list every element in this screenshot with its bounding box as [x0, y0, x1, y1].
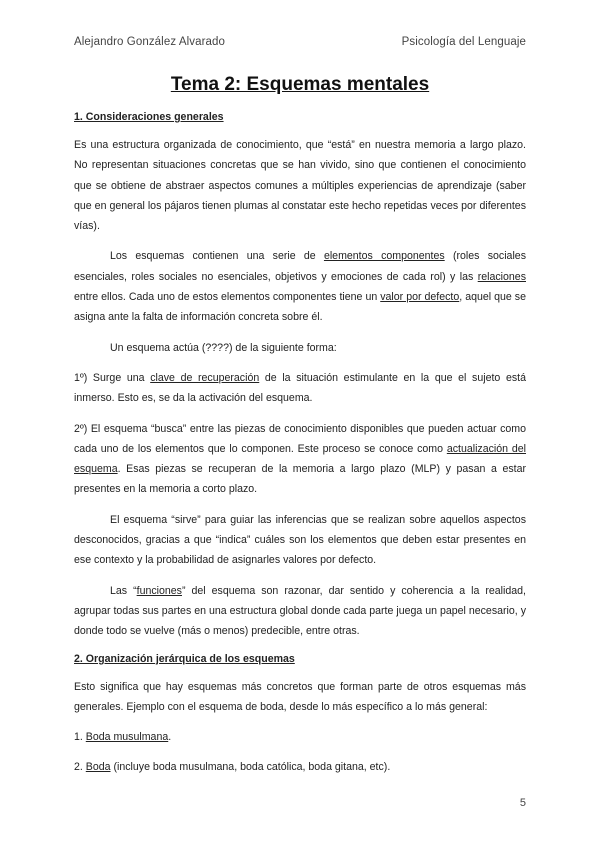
underlined-term-boda-musulmana: Boda musulmana: [85, 731, 169, 744]
list-number: 2.: [74, 761, 86, 774]
text-span: Los esquemas contienen una serie de: [110, 250, 324, 263]
list-number: 1.: [74, 731, 86, 744]
paragraph-definition: Es una estructura organizada de conocimiento, que “está” en nuestra memoria a largo plazo. No representan situaciones concretas que se han vivido, sino que contienen el conocimiento que se obtiene de abstraer aspectos comunes a múltiples experiencias de aprendizaje (saber que en general los pájaros tienen plumas al constatar este hecho repetidas veces por diferentes vías).: [74, 139, 526, 233]
list-item-1: [74, 727, 526, 747]
section-1-heading: 1. Consideraciones generales: [74, 111, 224, 123]
page-number: 5: [519, 797, 526, 809]
page-title: Tema 2: Esquemas mentales: [170, 74, 430, 95]
text-span: 2º) El esquema “busca” entre las piezas de conocimiento disponibles que pueden actuar como cada uno de los elementos que lo componen. Este proceso se conoce como: [74, 422, 526, 455]
text-span: .: [168, 731, 172, 744]
text-span: Las “: [110, 584, 137, 597]
paragraph-components: [74, 246, 526, 327]
paragraph-step-1: [74, 368, 526, 409]
text-span: entre ellos. Cada uno de estos elementos componentes tiene un: [74, 291, 381, 304]
text-span: ” del esquema son razonar, dar sentido y coherencia a la realidad, agrupar todas sus partes en una estructura global donde cada parte juega un papel necesario, y donde todo se vuelve (más o menos) predecible, entre otras.: [74, 584, 526, 638]
text-span: , aquel que se asigna ante la falta de información concreta sobre él.: [74, 291, 526, 324]
text-span: (roles sociales esenciales, roles sociales no esenciales, objetivos y emociones de cada rol) y las: [74, 250, 526, 283]
header-author: Alejandro González Alvarado: [74, 36, 226, 48]
underlined-term-funciones: funciones: [136, 584, 182, 597]
text-span: 1º) Surge una: [74, 371, 151, 384]
underlined-term-relaciones: relaciones: [477, 270, 526, 283]
paragraph-functions: [74, 581, 526, 642]
paragraph-intro-steps: Un esquema actúa (????) de la siguiente forma:: [110, 341, 337, 354]
header-course: Psicología del Lenguaje: [401, 36, 526, 48]
text-span: . Esas piezas se recuperan de la memoria a largo plazo (MLP) y pasan a estar presentes en la memoria a corto plazo.: [74, 463, 526, 496]
document-body: [74, 110, 526, 788]
text-span: (incluye boda musulmana, boda católica, boda gitana, etc).: [110, 761, 391, 774]
underlined-term-valor-defecto: valor por defecto: [380, 291, 460, 304]
list-item-2: [74, 757, 526, 777]
paragraph-inferences: El esquema “sirve” para guiar las inferencias que se realizan sobre aquellos aspectos desconocidos, gracias a que “indica” cuáles son los elementos que deben estar presentes en ese contexto y la probabilidad de asignarles valores por defecto.: [74, 513, 526, 567]
underlined-term-clave: clave de recuperación: [150, 371, 260, 384]
underlined-term-actualizacion: actualización del esquema: [74, 442, 527, 476]
section-2-heading: 2. Organización jerárquica de los esquemas: [74, 652, 295, 665]
text-span: de la situación estimulante en la que el sujeto está inmerso. Esto es, se da la activación del esquema.: [74, 371, 526, 405]
paragraph-step-2: [74, 419, 526, 500]
paragraph-hierarchy: Esto significa que hay esquemas más concretos que forman parte de otros esquemas más generales. Ejemplo con el esquema de boda, desde lo más específico a lo más general:: [74, 680, 526, 713]
underlined-term-boda: Boda: [85, 761, 111, 774]
underlined-term-componentes: elementos componentes: [323, 250, 445, 263]
